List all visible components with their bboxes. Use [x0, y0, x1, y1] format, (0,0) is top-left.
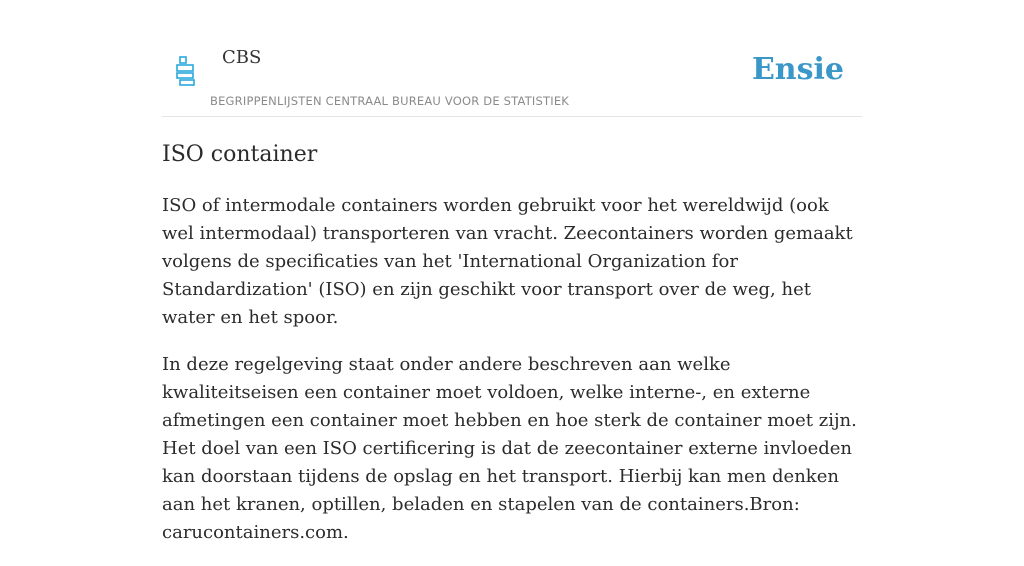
article-body: [162, 192, 862, 566]
org-name[interactable]: CBS: [222, 47, 262, 68]
org-subtitle[interactable]: BEGRIPPENLIJSTEN CENTRAAL BUREAU VOOR DE STATISTIEK: [210, 94, 570, 108]
brand-logo[interactable]: Ensie: [751, 52, 844, 87]
header: [162, 0, 862, 117]
article-paragraph: ISO of intermodale containers worden gebruikt voor het wereldwijd (ook wel intermodaal) transporteren van vracht. Zeecontainers worden gemaakt volgens de specificaties van het 'International Organization for Standardization' (ISO) en zijn geschikt voor transport over de weg, het water en het spoor.: [162, 195, 853, 328]
page-title: ISO container: [162, 142, 318, 167]
cbs-logo-icon[interactable]: [176, 56, 196, 86]
article-paragraph: In deze regelgeving staat onder andere beschreven aan welke kwaliteitseisen een container moet voldoen, welke interne-, en externe afmetingen een container moet hebben en hoe sterk de container moet zijn. Het doel van een ISO certificering is dat de zeecontainer externe invloeden kan doorstaan tijdens de opslag en het transport. Hierbij kan men denken aan het kranen, optillen, beladen en stapelen van de containers.Bron: carucontainers.com.: [162, 354, 857, 543]
